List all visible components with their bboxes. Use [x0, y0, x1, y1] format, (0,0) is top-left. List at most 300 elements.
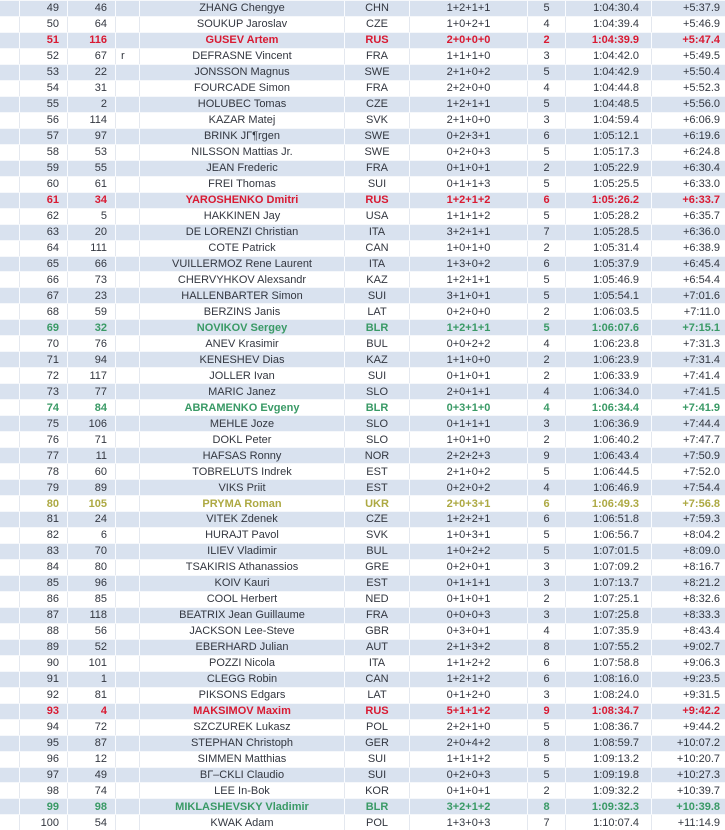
remark-flag-cell — [116, 400, 140, 415]
time-behind-cell: +6:38.9 — [682, 242, 720, 255]
nation-cell: BLR — [345, 320, 410, 335]
athlete-name-cell: COOL Herbert — [140, 592, 345, 607]
result-time-cell: 1:06:40.2 — [566, 432, 652, 447]
result-time-cell: 1:09:19.8 — [566, 768, 652, 783]
remark-flag-cell — [116, 752, 140, 767]
nation-cell: SWE — [345, 145, 410, 160]
shooting-cell: 1+1+2+2 — [410, 656, 528, 671]
bib-number-cell: 56 — [68, 624, 116, 639]
remark-flag-cell — [116, 448, 140, 463]
time-behind-cell: +9:44.2 — [682, 721, 720, 734]
shooting-cell: 0+1+0+1 — [410, 783, 528, 798]
athlete-name-cell: SIMMEN Matthias — [140, 752, 345, 767]
total-misses-cell: 5 — [528, 177, 566, 192]
table-row — [0, 241, 725, 256]
result-time-cell: 1:06:07.6 — [566, 320, 652, 335]
shooting-cell: 2+1+0+2 — [410, 65, 528, 80]
time-behind-cell: +7:31.3 — [682, 337, 720, 350]
remark-flag-cell — [116, 528, 140, 543]
result-time-cell: 1:04:59.4 — [566, 113, 652, 128]
rank-cell: 86 — [20, 592, 68, 607]
table-row — [0, 160, 725, 177]
athlete-name-cell: HAFSAS Ronny — [140, 448, 345, 463]
nation-cell: CAN — [345, 241, 410, 256]
bib-number-cell: 106 — [68, 416, 116, 431]
total-misses-cell: 2 — [528, 432, 566, 447]
result-time-cell: 1:07:25.1 — [566, 592, 652, 607]
result-time-cell: 1:05:12.1 — [566, 129, 652, 144]
nation-cell: CAN — [345, 672, 410, 687]
row-left-pad-cell — [0, 1, 20, 16]
bib-number-cell: 111 — [68, 241, 116, 256]
rank-cell: 95 — [20, 736, 68, 751]
time-behind-cell: +5:47.4 — [682, 34, 720, 47]
bib-number-cell: 105 — [68, 496, 116, 511]
bib-number-cell: 53 — [68, 145, 116, 160]
shooting-cell: 0+2+0+1 — [410, 560, 528, 575]
rank-cell: 99 — [20, 799, 68, 814]
result-time-cell: 1:06:44.5 — [566, 464, 652, 479]
time-behind-cell: +7:11.0 — [683, 305, 720, 318]
shooting-cell: 2+0+3+1 — [410, 496, 528, 511]
athlete-name-cell: TSAKIRIS Athanassios — [140, 560, 345, 575]
shooting-cell: 2+2+0+0 — [410, 81, 528, 96]
remark-flag-cell — [116, 81, 140, 96]
athlete-name-cell: PRYMA Roman — [140, 496, 345, 511]
table-row — [0, 336, 725, 351]
rank-cell: 80 — [20, 496, 68, 511]
shooting-cell: 2+0+1+1 — [410, 384, 528, 399]
shooting-cell: 1+0+2+1 — [410, 17, 528, 32]
remark-flag-cell — [116, 416, 140, 431]
table-row — [0, 543, 725, 560]
result-time-cell: 1:06:34.0 — [566, 384, 652, 399]
row-left-pad-cell — [0, 704, 20, 719]
shooting-cell: 1+1+1+2 — [410, 752, 528, 767]
time-behind-cell: +11:14.9 — [677, 816, 720, 829]
row-left-pad-cell — [0, 33, 20, 48]
nation-cell: RUS — [345, 193, 410, 208]
nation-cell: SUI — [345, 177, 410, 192]
table-row — [0, 304, 725, 319]
athlete-name-cell: TOBRELUTS Indrek — [140, 464, 345, 479]
total-misses-cell: 5 — [528, 209, 566, 224]
remark-flag-cell — [116, 145, 140, 160]
time-behind-cell: +7:50.9 — [682, 449, 720, 462]
table-row — [0, 209, 725, 224]
bib-number-cell: 5 — [68, 209, 116, 224]
bib-number-cell: 81 — [68, 688, 116, 703]
bib-number-cell: 52 — [68, 640, 116, 655]
total-misses-cell: 5 — [528, 1, 566, 16]
bib-number-cell: 87 — [68, 736, 116, 751]
shooting-cell: 1+2+2+1 — [410, 512, 528, 527]
shooting-cell: 5+1+1+2 — [410, 704, 528, 719]
total-misses-cell: 6 — [528, 129, 566, 144]
table-row — [0, 752, 725, 767]
shooting-cell: 0+2+0+2 — [410, 480, 528, 495]
athlete-name-cell: ZHANG Chengye — [140, 1, 345, 16]
nation-cell: LAT — [345, 688, 410, 703]
time-behind-cell: +6:30.4 — [682, 162, 720, 175]
remark-flag-cell — [116, 640, 140, 655]
time-behind-cell: +9:02.7 — [682, 641, 720, 654]
table-row — [0, 447, 725, 464]
athlete-name-cell: KWAK Adam — [140, 815, 345, 830]
table-row — [0, 0, 725, 17]
row-left-pad-cell — [0, 432, 20, 447]
time-behind-cell: +6:54.4 — [682, 273, 720, 286]
remark-flag-cell — [116, 512, 140, 527]
result-time-cell: 1:06:23.8 — [566, 336, 652, 351]
shooting-cell: 2+0+0+0 — [410, 33, 528, 48]
time-behind-cell: +7:44.4 — [682, 417, 720, 430]
nation-cell: NOR — [345, 448, 410, 463]
rank-cell: 72 — [20, 368, 68, 383]
row-left-pad-cell — [0, 368, 20, 383]
table-row — [0, 272, 725, 287]
shooting-cell: 2+1+0+0 — [410, 113, 528, 128]
row-left-pad-cell — [0, 49, 20, 64]
rank-cell: 76 — [20, 432, 68, 447]
bib-number-cell: 49 — [68, 768, 116, 783]
time-behind-cell: +6:33.0 — [682, 178, 720, 191]
time-behind-cell: +7:54.4 — [682, 481, 720, 494]
rank-cell: 59 — [20, 161, 68, 176]
total-misses-cell: 8 — [528, 736, 566, 751]
remark-flag-cell — [116, 193, 140, 208]
athlete-name-cell: BRINK JГ¶rgen — [140, 129, 345, 144]
nation-cell: ITA — [345, 225, 410, 240]
total-misses-cell: 5 — [528, 752, 566, 767]
rank-cell: 60 — [20, 177, 68, 192]
bib-number-cell: 72 — [68, 720, 116, 735]
row-left-pad-cell — [0, 288, 20, 303]
table-row — [0, 319, 725, 336]
time-behind-cell: +5:56.0 — [682, 98, 720, 111]
row-left-pad-cell — [0, 113, 20, 128]
rank-cell: 82 — [20, 528, 68, 543]
rank-cell: 50 — [20, 17, 68, 32]
total-misses-cell: 3 — [528, 688, 566, 703]
rank-cell: 75 — [20, 416, 68, 431]
shooting-cell: 1+3+0+2 — [410, 257, 528, 272]
shooting-cell: 1+2+1+1 — [410, 1, 528, 16]
total-misses-cell: 3 — [528, 416, 566, 431]
total-misses-cell: 2 — [528, 783, 566, 798]
bib-number-cell: 84 — [68, 400, 116, 415]
time-behind-cell: +8:21.2 — [682, 577, 720, 590]
time-behind-cell: +6:06.9 — [682, 114, 720, 127]
row-left-pad-cell — [0, 320, 20, 335]
result-time-cell: 1:06:23.9 — [566, 352, 652, 367]
result-time-cell: 1:05:22.9 — [566, 161, 652, 176]
total-misses-cell: 4 — [528, 384, 566, 399]
row-left-pad-cell — [0, 783, 20, 798]
total-misses-cell: 8 — [528, 799, 566, 814]
remark-flag-cell — [116, 384, 140, 399]
athlete-name-cell: LEE In-Bok — [140, 783, 345, 798]
total-misses-cell: 2 — [528, 592, 566, 607]
table-row — [0, 49, 725, 64]
total-misses-cell: 4 — [528, 400, 566, 415]
athlete-name-cell: MARIC Janez — [140, 384, 345, 399]
time-behind-cell: +10:39.8 — [676, 800, 720, 813]
table-row — [0, 17, 725, 32]
shooting-cell: 0+1+0+1 — [410, 592, 528, 607]
bib-number-cell: 66 — [68, 257, 116, 272]
total-misses-cell: 5 — [528, 320, 566, 335]
result-time-cell: 1:07:25.8 — [566, 608, 652, 623]
row-left-pad-cell — [0, 480, 20, 495]
rank-cell: 98 — [20, 783, 68, 798]
time-behind-cell: +6:36.0 — [682, 226, 720, 239]
time-behind-cell: +5:37.9 — [682, 2, 720, 15]
row-left-pad-cell — [0, 145, 20, 160]
shooting-cell: 2+1+3+2 — [410, 640, 528, 655]
nation-cell: FRA — [345, 161, 410, 176]
bib-number-cell: 85 — [68, 592, 116, 607]
bib-number-cell: 23 — [68, 288, 116, 303]
row-left-pad-cell — [0, 129, 20, 144]
bib-number-cell: 22 — [68, 65, 116, 80]
total-misses-cell: 6 — [528, 193, 566, 208]
rank-cell: 81 — [20, 512, 68, 527]
nation-cell: BUL — [345, 544, 410, 559]
result-time-cell: 1:05:37.9 — [566, 257, 652, 272]
bib-number-cell: 1 — [68, 672, 116, 687]
row-left-pad-cell — [0, 257, 20, 272]
time-behind-cell: +5:49.5 — [682, 50, 720, 63]
table-row — [0, 96, 725, 113]
remark-flag-cell — [116, 608, 140, 623]
table-row — [0, 703, 725, 720]
table-row — [0, 783, 725, 798]
athlete-name-cell: BERZINS Janis — [140, 304, 345, 319]
athlete-name-cell: ILIEV Vladimir — [140, 544, 345, 559]
athlete-name-cell: NILSSON Mattias Jr. — [140, 145, 345, 160]
shooting-cell: 0+2+0+3 — [410, 145, 528, 160]
nation-cell: BUL — [345, 336, 410, 351]
remark-flag-cell — [116, 783, 140, 798]
result-time-cell: 1:07:35.9 — [566, 624, 652, 639]
remark-flag-cell — [116, 464, 140, 479]
rank-cell: 84 — [20, 560, 68, 575]
nation-cell: EST — [345, 464, 410, 479]
row-left-pad-cell — [0, 720, 20, 735]
bib-number-cell: 31 — [68, 81, 116, 96]
bib-number-cell: 67 — [68, 49, 116, 64]
result-time-cell: 1:08:59.7 — [566, 736, 652, 751]
rank-cell: 77 — [20, 448, 68, 463]
table-row — [0, 256, 725, 273]
total-misses-cell: 5 — [528, 65, 566, 80]
result-time-cell: 1:07:55.2 — [566, 640, 652, 655]
row-left-pad-cell — [0, 560, 20, 575]
athlete-name-cell: DE LORENZI Christian — [140, 225, 345, 240]
time-behind-cell: +8:33.3 — [682, 609, 720, 622]
time-behind-cell: +7:15.1 — [682, 321, 720, 334]
table-row — [0, 592, 725, 607]
rank-cell: 85 — [20, 576, 68, 591]
nation-cell: GER — [345, 736, 410, 751]
bib-number-cell: 116 — [68, 33, 116, 48]
rank-cell: 94 — [20, 720, 68, 735]
total-misses-cell: 5 — [528, 544, 566, 559]
remark-flag-cell — [116, 97, 140, 112]
table-row — [0, 656, 725, 671]
remark-flag-cell — [116, 480, 140, 495]
athlete-name-cell: DOKL Peter — [140, 432, 345, 447]
athlete-name-cell: SOUKUP Jaroslav — [140, 17, 345, 32]
table-row — [0, 383, 725, 400]
result-time-cell: 1:08:16.0 — [566, 672, 652, 687]
row-left-pad-cell — [0, 352, 20, 367]
time-behind-cell: +7:59.3 — [682, 513, 720, 526]
bib-number-cell: 77 — [68, 384, 116, 399]
nation-cell: SVK — [345, 528, 410, 543]
total-misses-cell: 4 — [528, 480, 566, 495]
nation-cell: UKR — [345, 496, 410, 511]
total-misses-cell: 5 — [528, 145, 566, 160]
athlete-name-cell: YAROSHENKO Dmitri — [140, 193, 345, 208]
remark-flag-cell — [116, 241, 140, 256]
rank-cell: 90 — [20, 656, 68, 671]
shooting-cell: 0+1+0+1 — [410, 368, 528, 383]
nation-cell: ITA — [345, 257, 410, 272]
bib-number-cell: 6 — [68, 528, 116, 543]
bib-number-cell: 2 — [68, 97, 116, 112]
athlete-name-cell: POZZI Nicola — [140, 656, 345, 671]
bib-number-cell: 64 — [68, 17, 116, 32]
athlete-name-cell: MEHLE Joze — [140, 416, 345, 431]
nation-cell: CZE — [345, 97, 410, 112]
time-behind-cell: +6:45.4 — [682, 257, 720, 270]
nation-cell: KOR — [345, 783, 410, 798]
result-time-cell: 1:06:43.4 — [566, 448, 652, 463]
remark-flag-cell — [116, 704, 140, 719]
athlete-name-cell: SZCZUREK Lukasz — [140, 720, 345, 735]
result-time-cell: 1:04:44.8 — [566, 81, 652, 96]
rank-cell: 69 — [20, 320, 68, 335]
time-behind-cell: +6:24.8 — [682, 146, 720, 159]
time-behind-cell: +7:01.6 — [682, 289, 720, 302]
athlete-name-cell: MIKLASHEVSKY Vladimir — [140, 799, 345, 814]
bib-number-cell: 11 — [68, 448, 116, 463]
athlete-name-cell: HURAJT Pavol — [140, 528, 345, 543]
athlete-name-cell: JONSSON Magnus — [140, 65, 345, 80]
bib-number-cell: 73 — [68, 272, 116, 287]
total-misses-cell: 7 — [528, 815, 566, 830]
table-row — [0, 671, 725, 688]
row-left-pad-cell — [0, 815, 20, 830]
result-time-cell: 1:09:13.2 — [566, 752, 652, 767]
result-time-cell: 1:07:58.8 — [566, 656, 652, 671]
nation-cell: KAZ — [345, 352, 410, 367]
rank-cell: 67 — [20, 288, 68, 303]
total-misses-cell: 3 — [528, 49, 566, 64]
shooting-cell: 1+2+1+1 — [410, 97, 528, 112]
shooting-cell: 1+0+1+0 — [410, 432, 528, 447]
table-row — [0, 432, 725, 447]
remark-flag-cell — [116, 161, 140, 176]
result-time-cell: 1:06:56.7 — [566, 528, 652, 543]
remark-flag-cell — [116, 432, 140, 447]
shooting-cell: 0+2+3+1 — [410, 129, 528, 144]
row-left-pad-cell — [0, 225, 20, 240]
result-time-cell: 1:04:42.9 — [566, 65, 652, 80]
shooting-cell: 0+1+2+0 — [410, 688, 528, 703]
row-left-pad-cell — [0, 209, 20, 224]
shooting-cell: 1+2+1+1 — [410, 320, 528, 335]
row-left-pad-cell — [0, 768, 20, 783]
remark-flag-cell — [116, 272, 140, 287]
result-time-cell: 1:09:32.3 — [566, 799, 652, 814]
shooting-cell: 0+3+0+1 — [410, 624, 528, 639]
rank-cell: 63 — [20, 225, 68, 240]
bib-number-cell: 96 — [68, 576, 116, 591]
remark-flag-cell — [116, 544, 140, 559]
table-row — [0, 607, 725, 624]
row-left-pad-cell — [0, 544, 20, 559]
shooting-cell: 0+0+2+2 — [410, 336, 528, 351]
bib-number-cell: 101 — [68, 656, 116, 671]
result-time-cell: 1:06:03.5 — [566, 304, 652, 319]
bib-number-cell: 98 — [68, 799, 116, 814]
shooting-cell: 1+0+3+1 — [410, 528, 528, 543]
table-row — [0, 511, 725, 528]
nation-cell: NED — [345, 592, 410, 607]
nation-cell: LAT — [345, 304, 410, 319]
table-row — [0, 400, 725, 415]
rank-cell: 57 — [20, 129, 68, 144]
remark-flag-cell — [116, 576, 140, 591]
nation-cell: SLO — [345, 384, 410, 399]
total-misses-cell: 2 — [528, 241, 566, 256]
result-time-cell: 1:05:28.5 — [566, 225, 652, 240]
result-time-cell: 1:05:54.1 — [566, 288, 652, 303]
row-left-pad-cell — [0, 672, 20, 687]
total-misses-cell: 5 — [528, 528, 566, 543]
result-time-cell: 1:04:39.4 — [566, 17, 652, 32]
row-left-pad-cell — [0, 304, 20, 319]
nation-cell: SLO — [345, 432, 410, 447]
shooting-cell: 0+1+1+1 — [410, 416, 528, 431]
nation-cell: ITA — [345, 656, 410, 671]
result-time-cell: 1:05:28.2 — [566, 209, 652, 224]
remark-flag-cell — [116, 768, 140, 783]
remark-flag-cell — [116, 352, 140, 367]
athlete-name-cell: BГ–CKLI Claudio — [140, 768, 345, 783]
athlete-name-cell: VUILLERMOZ Rene Laurent — [140, 257, 345, 272]
total-misses-cell: 2 — [528, 368, 566, 383]
remark-flag-cell — [116, 209, 140, 224]
total-misses-cell: 2 — [528, 352, 566, 367]
row-left-pad-cell — [0, 464, 20, 479]
result-time-cell: 1:06:33.9 — [566, 368, 652, 383]
row-left-pad-cell — [0, 688, 20, 703]
table-row — [0, 287, 725, 304]
table-row — [0, 624, 725, 639]
result-time-cell: 1:05:26.2 — [566, 193, 652, 208]
table-row — [0, 224, 725, 241]
total-misses-cell: 3 — [528, 560, 566, 575]
table-row — [0, 735, 725, 752]
athlete-name-cell: JOLLER Ivan — [140, 368, 345, 383]
rank-cell: 64 — [20, 241, 68, 256]
time-behind-cell: +10:07.2 — [676, 737, 720, 750]
time-behind-cell: +8:09.0 — [682, 545, 720, 558]
